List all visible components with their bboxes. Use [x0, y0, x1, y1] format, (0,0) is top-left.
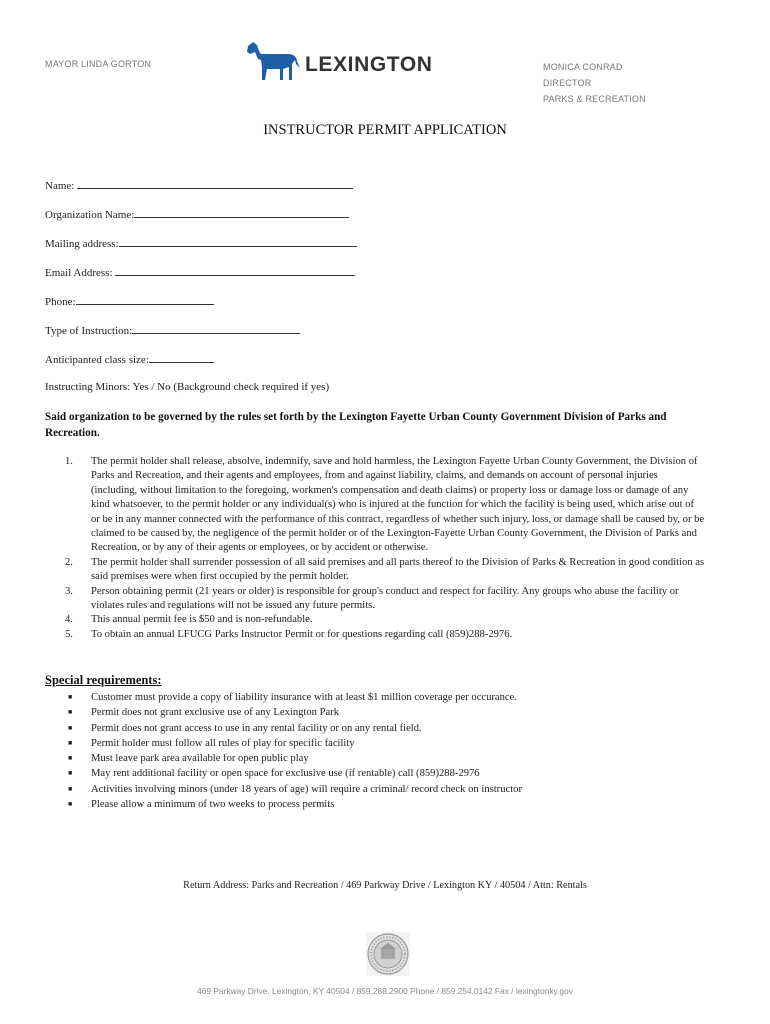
director-name: MONICA CONRAD	[543, 62, 623, 72]
class-size-field	[45, 352, 214, 366]
list-text: Activities involving minors (under 18 years of age) will require a criminal/ record check on instructor	[91, 783, 522, 795]
organization-input-line[interactable]	[134, 207, 349, 218]
list-text: To obtain an annual LFUCG Parks Instructor Permit or for questions regarding call (859)288-2976.	[91, 628, 513, 640]
mayor-label: MAYOR LINDA GORTON	[45, 59, 152, 69]
minors-field: Instructing Minors: Yes / No (Background check required if yes)	[45, 381, 330, 393]
organization-label: Organization Name:	[45, 209, 135, 221]
list-text: The permit holder shall surrender possession of all said premises and all parts thereof to the Division of Parks & Recreation in good condition as said premises were when first occupied by the permit holder.	[91, 556, 705, 583]
list-text: The permit holder shall release, absolve, indemnify, save and hold harmless, the Lexington Fayette Urban County Government, the Division of Parks and Recreation, and their agents and employees, from and against liability, claims, and demands on account of personal injuries (including, without limitation to the foregoing, workmen's compensation and death claims) or property loss or damage loss or damage of any kind whatsoever, to the permit holder or any individual(s) who is injured at the function for which the facility is being used, which arise out of or be in any manner connected with the performance of this contract, regardless of whether such injury, loss, or damage shall be caused by, or be claimed to be caused by, the negligence of the permit holder or of the Lexington-Fayette Urban County Government, the Division of Parks and Recreation, or by any of their agents or employees, or by accident or otherwise.	[91, 456, 705, 554]
name-field	[45, 178, 353, 192]
list-text: Permit does not grant exclusive use of any Lexington Park	[91, 707, 340, 719]
footer-contact: 469 Parkway Drive, Lexington, KY 40504 / 859.288.2900 Phone / 859.254.0142 Fax / lexingtonky.gov	[197, 986, 573, 996]
return-address: Return Address: Parks and Recreation / 469 Parkway Drive / Lexington KY / 40504 / Attn: Rentals	[183, 880, 587, 891]
bullet-icon: ■	[68, 738, 73, 747]
list-item	[45, 736, 705, 751]
department-name: PARKS & RECREATION	[543, 94, 646, 104]
list-text: Customer must provide a copy of liability insurance with at least $1 million coverage per occurance.	[91, 692, 517, 703]
list-item	[45, 613, 705, 627]
phone-label: Phone:	[45, 296, 76, 308]
list-number: 4.	[65, 614, 73, 626]
list-item	[45, 585, 705, 614]
instruction-type-label: Type of Instruction:	[45, 325, 133, 337]
logo-wordmark: LEXINGTON	[305, 53, 433, 76]
city-seal-icon	[366, 932, 410, 976]
horse-icon	[240, 40, 302, 84]
lexington-logo	[240, 40, 450, 84]
list-text: Must leave park area available for open public play	[91, 753, 309, 765]
list-text: Person obtaining permit (21 years or older) is responsible for group's conduct and respect for facility. Any groups who abuse the facility or violates rules and regulations will not be issued any future permits.	[91, 585, 679, 612]
special-requirements-list	[45, 690, 705, 812]
list-item	[45, 690, 705, 705]
list-text: This annual permit fee is $50 and is non-refundable.	[91, 614, 313, 626]
list-number: 3.	[65, 585, 73, 597]
list-item	[45, 556, 705, 585]
terms-list	[45, 455, 705, 642]
bullet-icon: ■	[68, 784, 73, 793]
director-title: DIRECTOR	[543, 78, 592, 88]
phone-field	[45, 294, 214, 308]
mailing-input-line[interactable]	[119, 236, 357, 247]
list-text: Permit holder must follow all rules of play for specific facility	[91, 737, 355, 749]
bullet-icon: ■	[68, 800, 73, 809]
list-item	[45, 628, 705, 642]
email-field	[45, 265, 355, 279]
list-text: May rent additional facility or open space for exclusive use (if rentable) call (859)288-2976	[91, 768, 480, 780]
email-label: Email Address:	[45, 267, 113, 279]
instruction-type-input-line[interactable]	[132, 323, 300, 334]
special-requirements-heading: Special requirements:	[45, 673, 162, 687]
governance-statement: Said organization to be governed by the rules set forth by the Lexington Fayette Urban County Government Division of Parks and Recreation.	[45, 411, 667, 439]
name-label: Name:	[45, 180, 75, 192]
bullet-icon: ■	[68, 723, 73, 732]
list-item	[45, 751, 705, 766]
list-item	[45, 705, 705, 720]
phone-input-line[interactable]	[76, 294, 214, 305]
bullet-icon: ■	[68, 769, 73, 778]
class-size-input-line[interactable]	[149, 352, 214, 363]
list-item	[45, 455, 705, 556]
list-number: 2.	[65, 556, 73, 568]
list-item	[45, 766, 705, 781]
email-input-line[interactable]	[115, 265, 355, 276]
list-number: 1.	[65, 456, 73, 467]
mailing-field	[45, 236, 357, 250]
list-text: Permit does not grant access to use in any rental facility or on any rental field.	[91, 722, 422, 734]
name-input-line[interactable]	[77, 178, 353, 189]
bullet-icon: ■	[68, 693, 73, 701]
bullet-icon: ■	[68, 754, 73, 763]
mailing-label: Mailing address:	[45, 238, 119, 250]
page-title: INSTRUCTOR PERMIT APPLICATION	[263, 122, 507, 138]
bullet-icon: ■	[68, 708, 73, 717]
list-item	[45, 797, 705, 812]
list-item	[45, 782, 705, 797]
list-item	[45, 721, 705, 736]
class-size-label: Anticipanted class size:	[45, 354, 149, 366]
director-block	[543, 59, 646, 107]
organization-field	[45, 207, 349, 221]
list-number: 5.	[65, 628, 73, 640]
list-text: Please allow a minimum of two weeks to process permits	[91, 799, 335, 811]
instruction-type-field	[45, 323, 300, 337]
